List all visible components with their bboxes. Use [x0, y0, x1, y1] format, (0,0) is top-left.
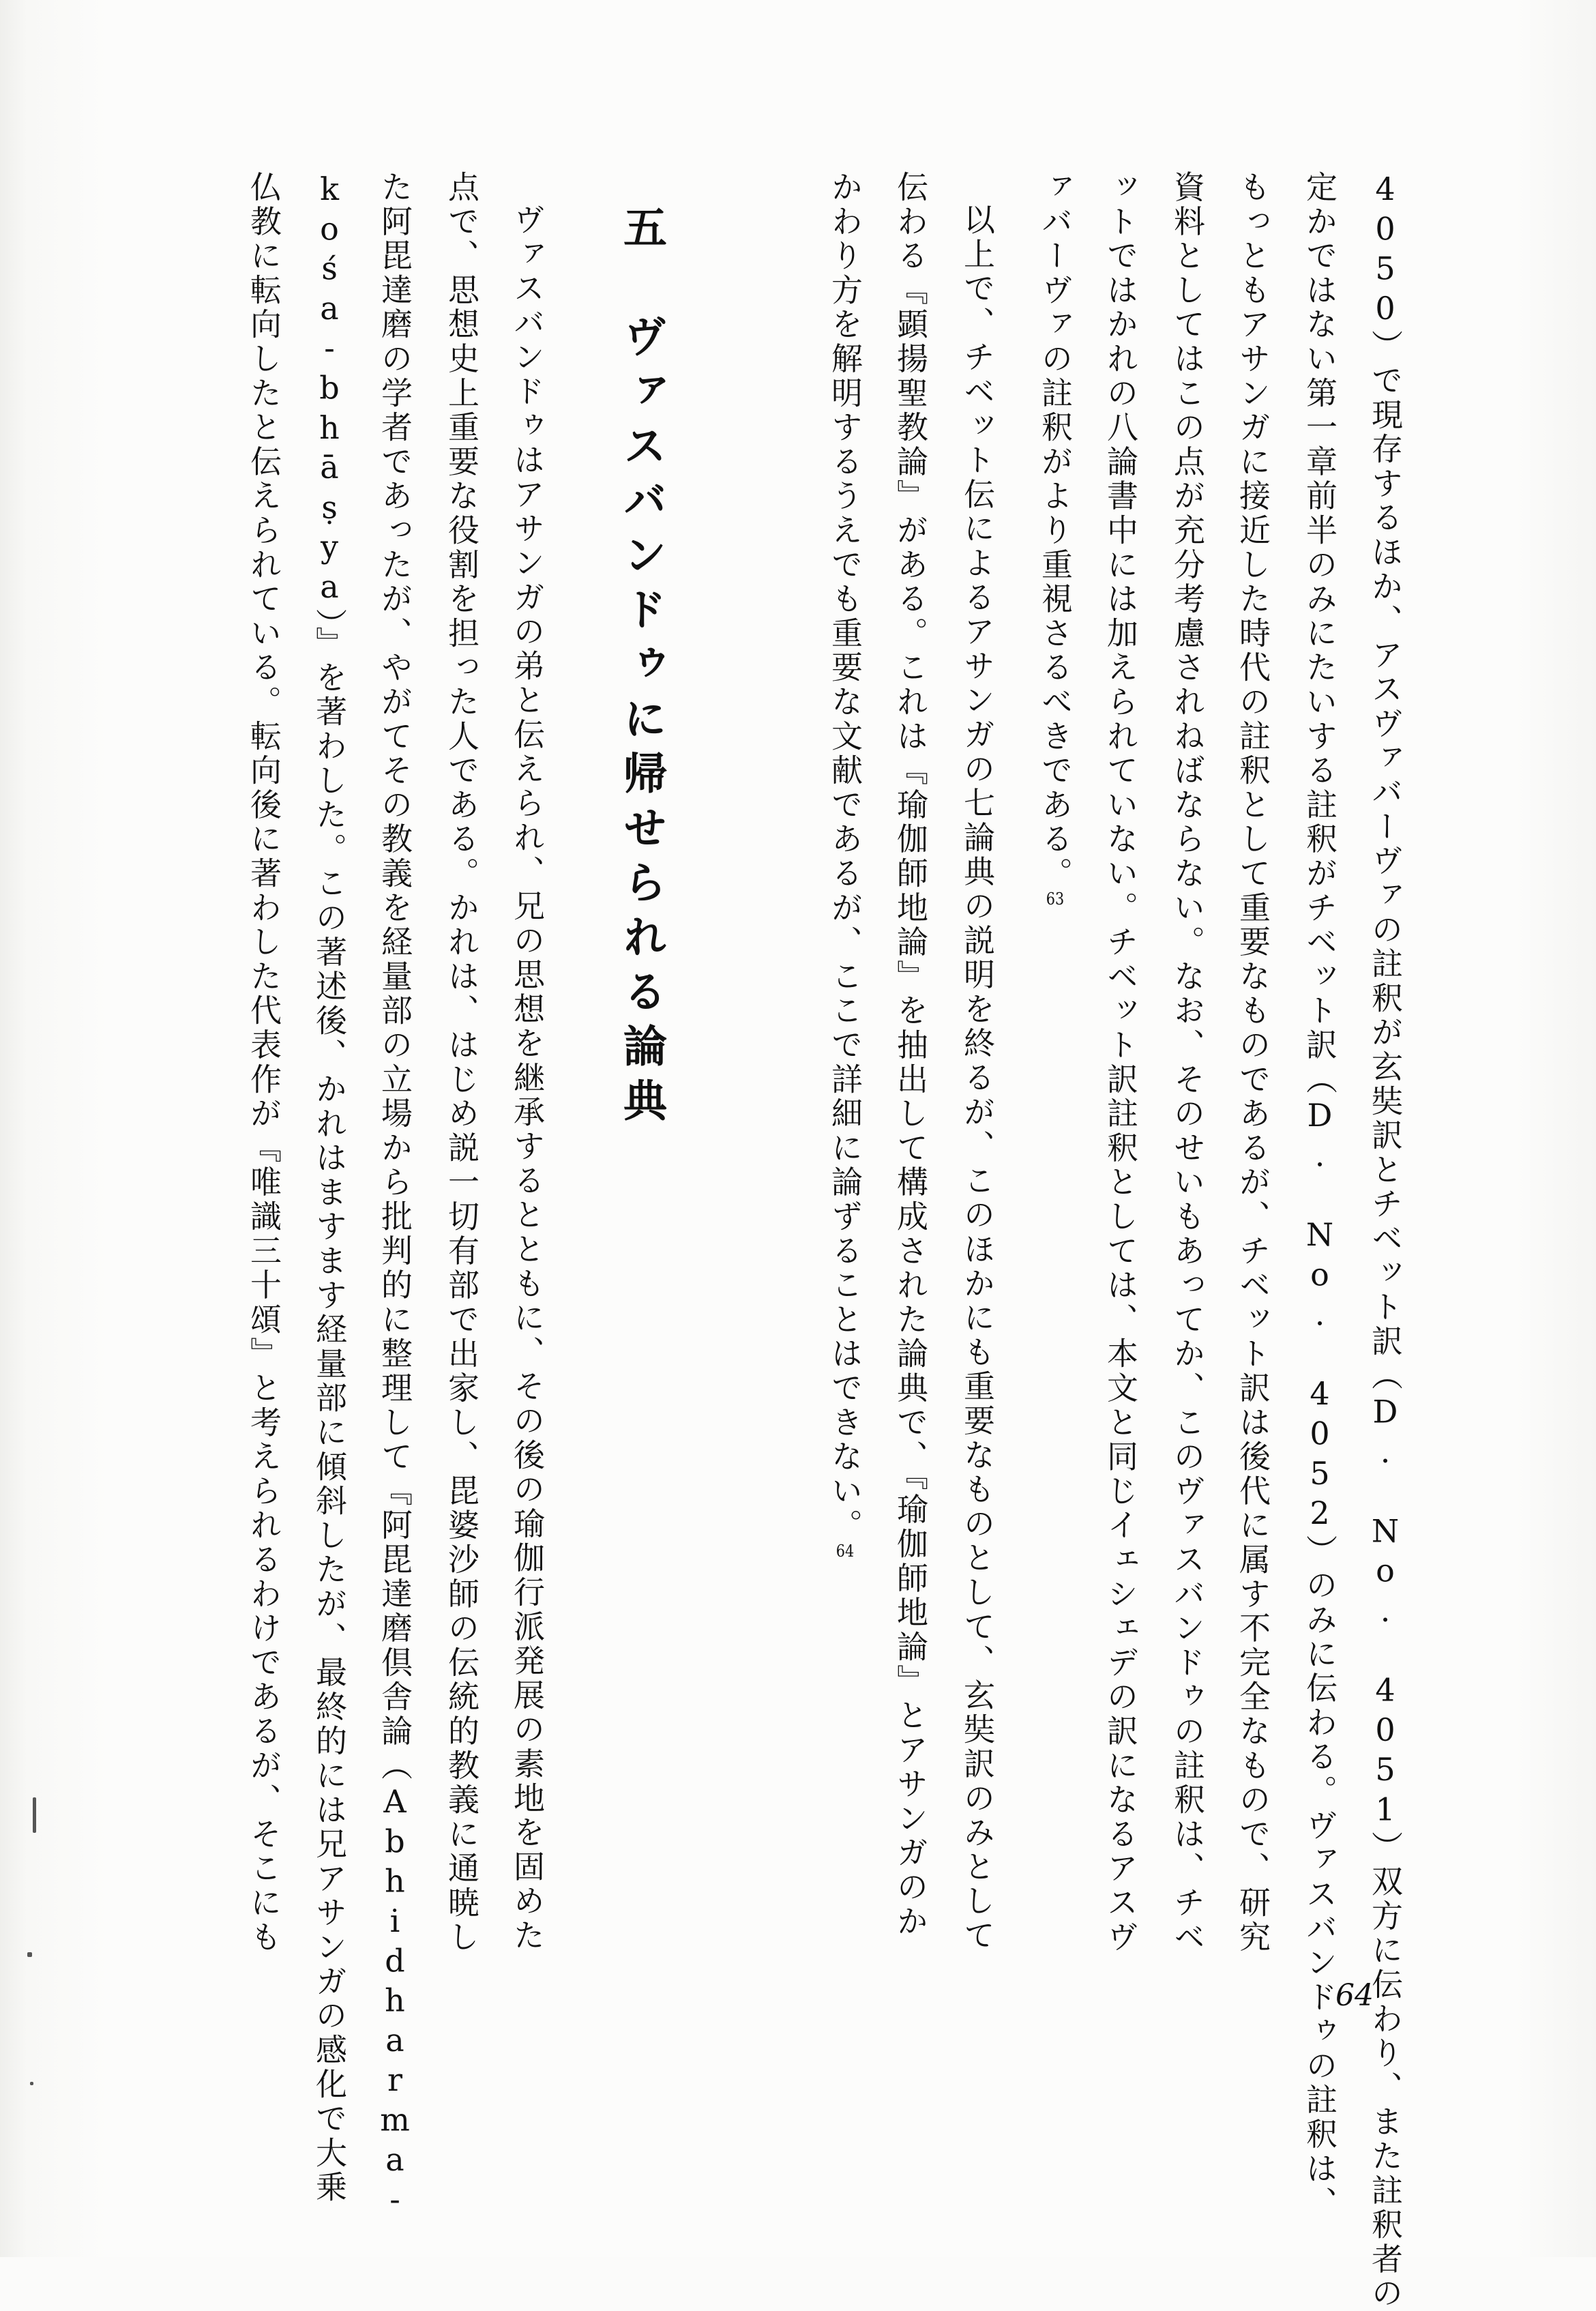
text-column [1030, 171, 1074, 2251]
text-column: 点で、思想史上重要な役割を担った人である。かれは、はじめ説一切有部で出家し、毘婆沙師の伝統的教義に通暁し [443, 171, 480, 1955]
scan-speck [30, 2082, 33, 2085]
page-number: 64 [1335, 1978, 1374, 2013]
scan-speck [27, 1952, 32, 1957]
text-column: 仏教に転向したと伝えられている。転向後に著わした代表作が『唯識三十頌』と考えられるわけであるが、そこにも [246, 171, 282, 1955]
footnote-marker: 64 [836, 1543, 855, 1559]
text-column: 伝わる『顕揚聖教論』がある。これは『瑜伽師地論』を抽出して構成された論典で、『瑜伽師地論』とアサンガのか [892, 171, 929, 1939]
text-column: kośa-bhāṣya）』を著わした。この著述後、かれはますます経量部に傾斜したが、最終的には兄アサンガの感化で大乗 [311, 171, 348, 2205]
text-column: た阿毘達磨の学者であったが、やがてその教義を経量部の立場から批判的に整理して『阿毘達磨倶舎論（Abhidharma- [376, 171, 413, 2221]
text-column: 定かではない第一章前半のみにたいする註釈がチベット訳（D. No. 4052）のみに伝わる。ヴァスバンドゥの註釈は、 [1301, 171, 1338, 2221]
text-column: ットではかれの八論書中には加えられていない。チベット訳註釈としては、本文と同じイェシェデの訳になるアスヴ [1102, 171, 1139, 1955]
text-column: 4050）で現存するほか、アスヴァバーヴァの註釈が玄奘訳とチベット訳（D. No. 4051）双方に伝わり、また註釈者の [1367, 171, 1404, 2311]
section-heading: 五 ヴァスバンドゥに帰せられる論典 [616, 205, 667, 1132]
scan-speck [33, 1797, 36, 1833]
text-column [820, 171, 861, 2251]
text-column: もっともアサンガに接近した時代の註釈として重要なものであるが、チベット訳は後代に属す不完全なもので、研究 [1235, 171, 1271, 1955]
column-text: ァバーヴァの註釈がより重視さるべきである。 [1037, 171, 1074, 892]
text-column: ヴァスバンドゥはアサンガの弟と伝えられ、兄の思想を継承するとともに、その後の瑜伽行派発展の素地を固めた [509, 203, 546, 1954]
text-column: 以上で、チベット伝によるアサンガの七論典の説明を終るが、このほかにも重要なものとして、玄奘訳のみとして [959, 203, 996, 1954]
footnote-marker: 63 [1046, 891, 1065, 908]
column-text: かわり方を解明するうえでも重要な文献であるが、ここで詳細に論ずることはできない。 [827, 171, 863, 1543]
text-column: 資料としてはこの点が充分考慮されねばならない。なお、そのせいもあってか、このヴァスバンドゥの註釈は、チベ [1169, 171, 1206, 1955]
